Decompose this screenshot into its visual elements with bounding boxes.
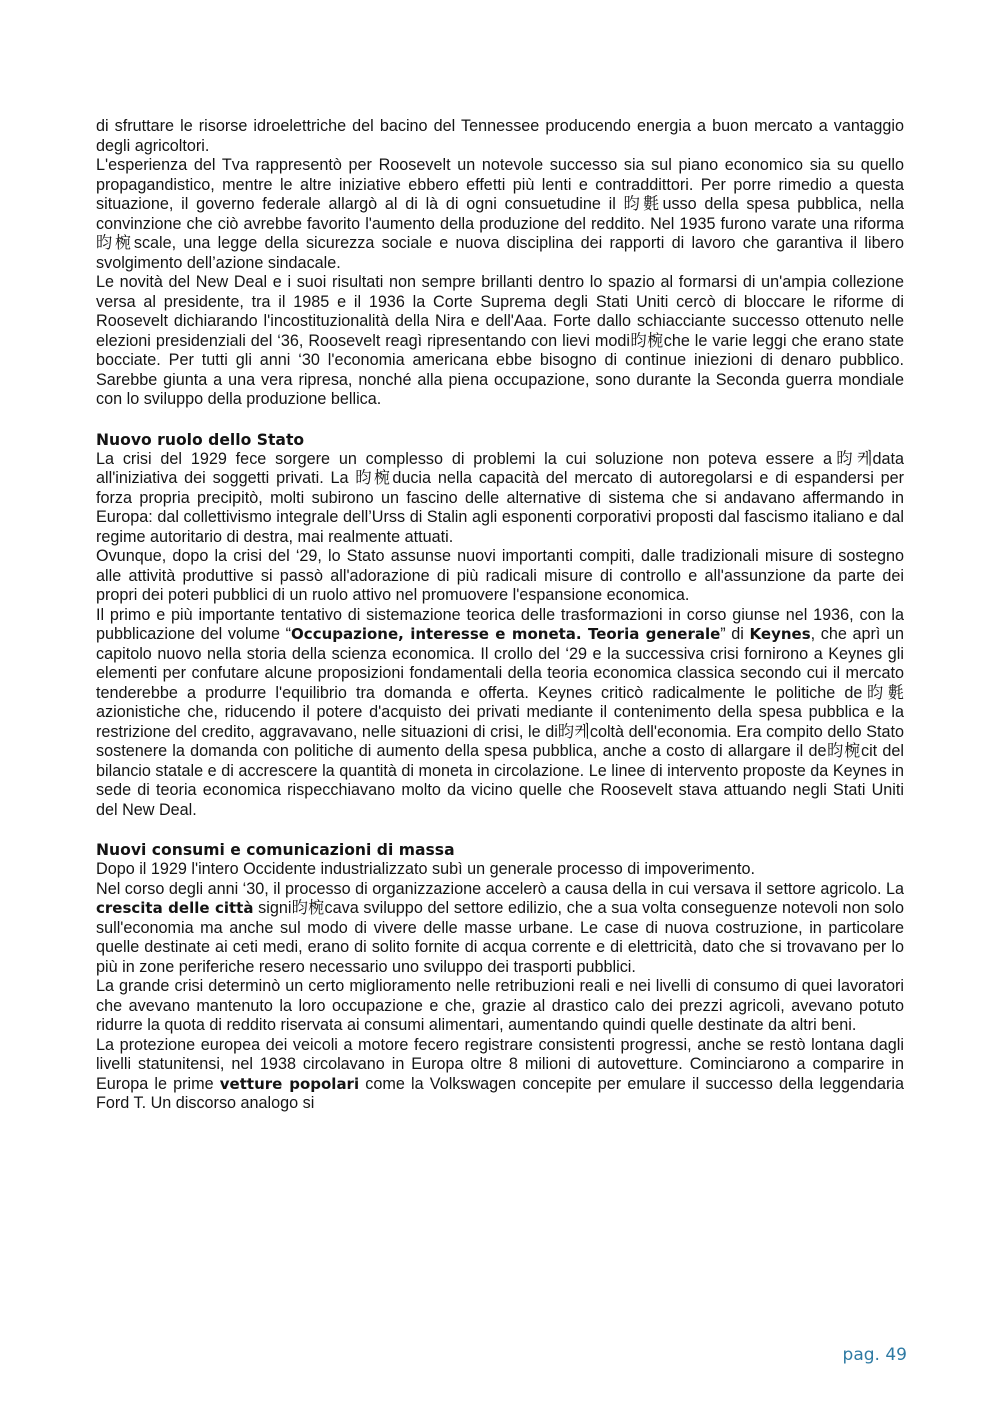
paragraph: Ovunque, dopo la crisi del ‘29, lo Stato assunse nuovi importanti compiti, dalle tradizionali misure di sostegno alle attività produttive si passò all'adorazione di più radicali misure di controllo e all'assunzione da parte dei propri dei poteri pubblici di un ruolo attivo nel promuovere l'espansione economica. xyxy=(96,547,904,604)
page-number: pag. 49 xyxy=(842,1345,907,1365)
key-term: vetture popolari xyxy=(219,1074,360,1093)
paragraph xyxy=(96,606,904,821)
body-text xyxy=(96,117,904,1114)
paragraph: L'esperienza del Tva rappresentò per Roosevelt un notevole successo sia sul piano economico sia su quello propagandistico, mentre le altre iniziative ebbero effetti più lenti e contraddittori. Per porre rimedio a questa situazione, il governo federale allargò al di là di ogni consuetudine il 昀氀usso della spesa pubblica, nella convinzione che ciò avrebbe favorito l'aumento della produzione del reddito. Nel 1935 furono varate una riforma 昀椀scale, una legge della sicurezza sociale e nuova disciplina dei rapporti di lavoro che garantiva il libero svolgimento dell’azione sindacale. xyxy=(96,156,904,272)
section-heading: Nuovo ruolo dello Stato xyxy=(96,430,305,449)
text-run: Nel corso degli anni ‘30, il processo di organizzazione accelerò a causa della in cui versava il settore agricolo. La xyxy=(96,879,905,898)
paragraph: La grande crisi determinò un certo miglioramento nelle retribuzioni reali e nei livelli di consumo di quei lavoratori che avevano mantenuto la loro occupazione e che, grazie al drastico calo dei prezzi agricoli, avevano potuto ridurre la quota di reddito riservata ai consumi alimentari, aumentando quindi quelle destinate da altri beni. xyxy=(96,977,904,1034)
text-run: La protezione europea dei veicoli a motore fecero registrare consistenti progressi, anche se restò lontana dagli livelli statunitensi, nel 1938 circolavano in Europa oltre 8 milioni di autovetture. Cominciarono a comparire in Europa le prime xyxy=(96,1035,904,1093)
text-run: signi昀椀cava sviluppo del settore edilizio, che a sua volta conseguenze notevoli non solo sull'economia ma anche sul modo di vivere delle masse urbane. Le case di nuova costruzione, in particolare quelle destinate ai ceti medi, erano di solito fornite di acqua corrente e di elettricità, dato che si trovavano per lo più in zone periferiche resero necessario uno sviluppo dei trasporti pubblici. xyxy=(96,899,904,976)
spacer xyxy=(96,820,904,840)
book-title: Occupazione, interesse e moneta. Teoria generale xyxy=(291,625,721,643)
author-name: Keynes xyxy=(749,625,811,643)
text-run: come la Volkswagen concepite per emulare il successo della leggendaria Ford T. Un discorso analogo si xyxy=(96,1074,904,1112)
key-term: crescita delle città xyxy=(96,899,254,917)
paragraph xyxy=(96,880,904,978)
text-run: Il primo e più importante tentativo di sistemazione teorica delle trasformazioni in corso giunse nel 1936, con la pubblicazione del volume “ xyxy=(96,605,904,643)
paragraph: Dopo il 1929 l'intero Occidente industrializzato subì un generale processo di impoverimento. xyxy=(96,860,756,878)
text-run: ” di xyxy=(720,625,750,643)
paragraph: di sfruttare le risorse idroelettriche del bacino del Tennessee producendo energia a buon mercato a vantaggio degli agricoltori. xyxy=(96,117,904,155)
text-run: , che aprì un capitolo nuovo nella storia della scienza economica. Il crollo del ‘29 e la successiva crisi fornirono a Keynes gli elementi per confutare alcune proposizioni fondamentali della teoria economica classica secondo cui il mercato tenderebbe a produrre l'equilibrio tra domanda e offerta. Keynes criticò radicalmente le politiche de昀氀azionistiche che, riducendo il potere d'acquisto dei privati mediante il contenimento della spesa pubblica e la restrizione del credito, aggravavano, nelle situazioni di crisi, le di昀케coltà dell'economia. Era compito dello Stato sostenere la domanda con politiche di aumento della spesa pubblica, anche a costo di allargare il de昀椀cit del bilancio statale e di accrescere la quantità di moneta in circolazione. Le linee di intervento proposte da Keynes in sede di teoria economica rispecchiavano molto da vicino quelle che Roosevelt stava attuando negli Stati Uniti del New Deal. xyxy=(96,625,904,819)
paragraph: La crisi del 1929 fece sorgere un complesso di problemi la cui soluzione non poteva essere a昀케data all'iniziativa dei soggetti privati. La 昀椀ducia nella capacità del mercato di autoregolarsi e di espandersi per forza propria precipitò, molti subirono un fascino delle alternative di sistema che si andavano affermando in Europa: dal collettivismo integrale dell’Urss di Stalin agli esponenti corporativi proposti dal fascismo italiano e dal regime autoritario di destra, mai realmente attuati. xyxy=(96,449,904,546)
spacer xyxy=(96,410,904,430)
paragraph xyxy=(96,1036,904,1114)
section-heading: Nuovi consumi e comunicazioni di massa xyxy=(96,841,455,859)
paragraph: Le novità del New Deal e i suoi risultati non sempre brillanti dentro lo spazio al formarsi di un'ampia collezione versa al presidente, tra il 1985 e il 1936 la Corte Suprema degli Stati Uniti cercò di bloccare le riforme di Roosevelt dichiarando l'incostituzionalità della Nira e dell'Aaa. Forte dallo schiacciante successo ottenuto nelle elezioni presidenziali del ‘36, Roosevelt reagì ripresentando con lievi modi昀椀che le varie leggi che erano state bocciate. Per tutti gli anni ‘30 l'economia americana ebbe bisogno di continue iniezioni di denaro pubblico. Sarebbe giunta a una vera ripresa, nonché alla piena occupazione, sono durante la Seconda guerra mondiale con lo sviluppo della produzione bellica. xyxy=(96,273,904,408)
